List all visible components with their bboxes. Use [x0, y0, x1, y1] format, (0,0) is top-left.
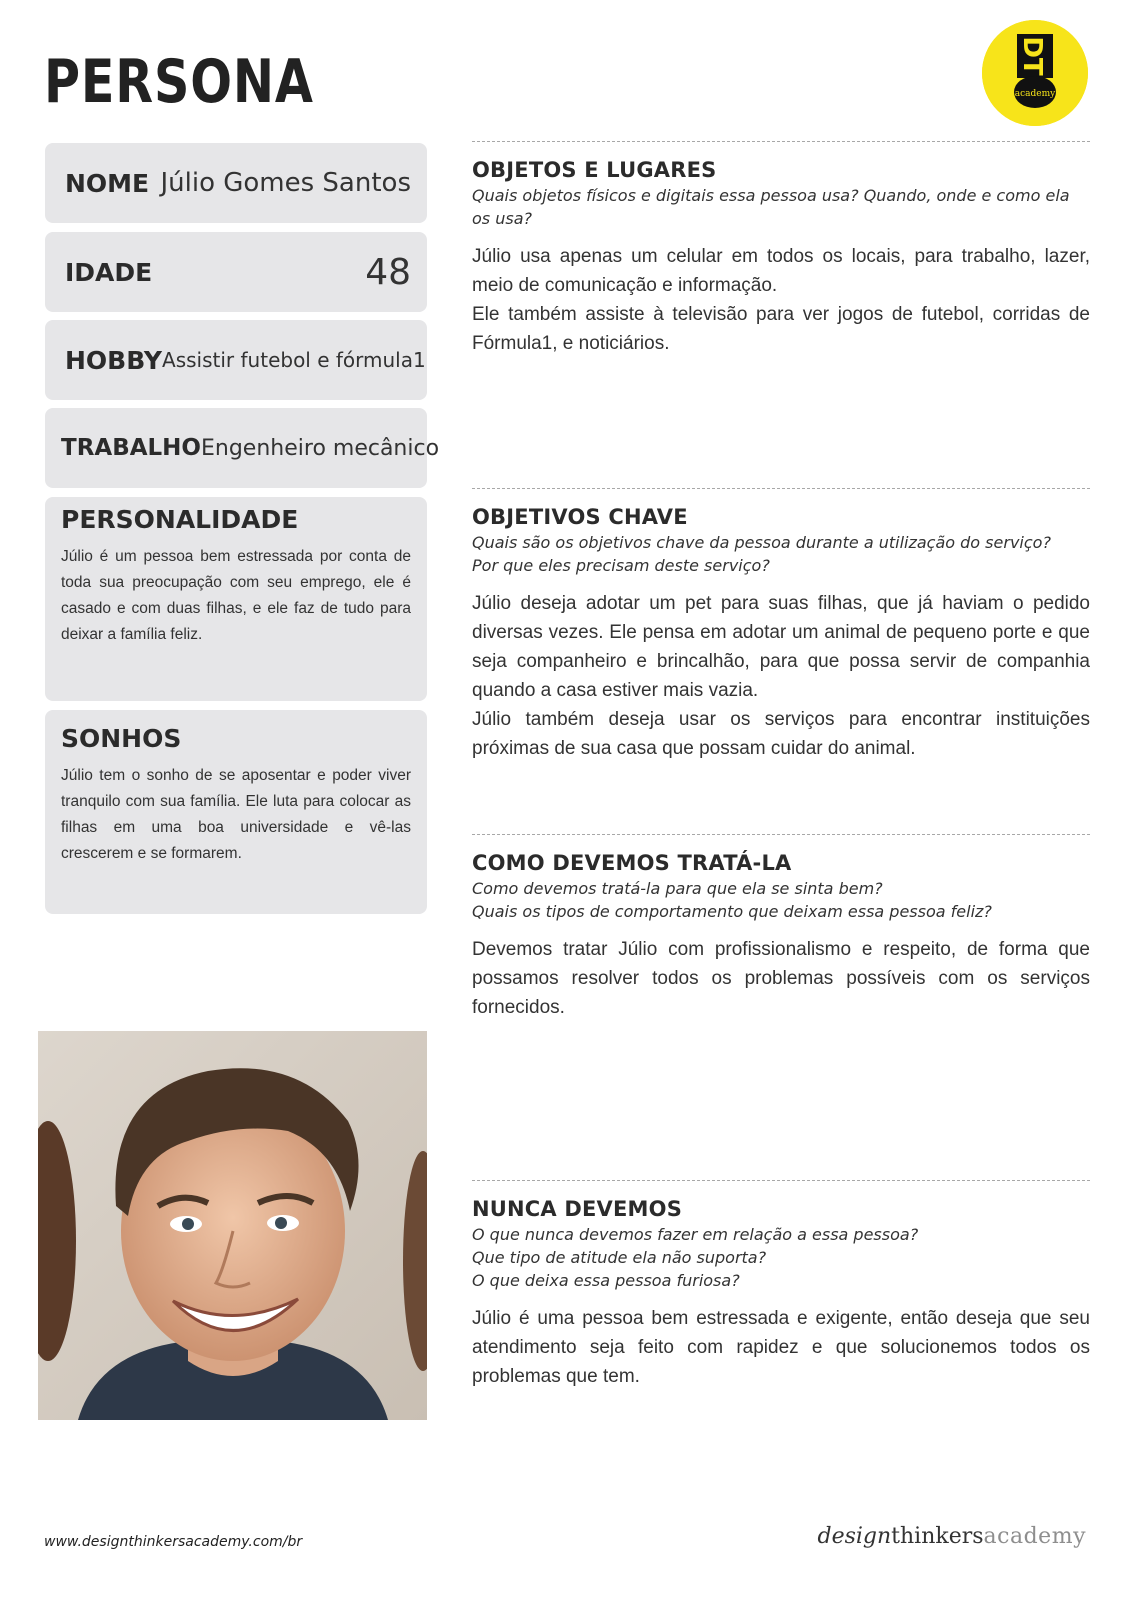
footer-url: www.designthinkersacademy.com/br: [44, 1534, 303, 1550]
field-trabalho: [45, 408, 440, 488]
nunca-subtitle-1: O que nunca devemos fazer em relação a essa pessoa? Que tipo de atitude ela não suporta?: [472, 1225, 919, 1267]
objetivos-heading: OBJETIVOS CHAVE: [472, 505, 688, 529]
personalidade-heading: PERSONALIDADE: [61, 505, 299, 534]
persona-photo: [38, 1031, 427, 1420]
sonhos-heading: SONHOS: [61, 724, 182, 753]
sonhos-box: [45, 710, 427, 914]
objetos-body-2: Ele também assiste à televisão para ver jogos de futebol, corridas de Fórmula1, e noticiários.: [472, 304, 1090, 354]
page-title: PERSONA: [44, 47, 314, 117]
sonhos-text: Júlio tem o sonho de se aposentar e poder viver tranquilo com sua família. Ele luta para colocar as filhas em uma boa universidade e vê-las crescerem e se formarem.: [61, 767, 411, 862]
field-nome: [45, 143, 427, 223]
objetivos-subtitle-1: Quais são os objetivos chave da pessoa durante a utilização do serviço?: [472, 533, 1051, 552]
dt-academy-logo-mark: [982, 20, 1088, 126]
nunca-heading: NUNCA DEVEMOS: [472, 1197, 683, 1221]
section-nunca-devemos: [472, 1180, 1090, 1391]
trabalho-label: TRABALHO: [61, 435, 201, 461]
nunca-body: Júlio é uma pessoa bem estressada e exigente, então deseja que seu atendimento seja feito com rapidez e que solucionemos todos os problemas que tem.: [472, 1308, 1090, 1387]
brand-academy: academy: [983, 1524, 1086, 1549]
objetivos-body-2: Júlio também deseja usar os serviços para encontrar instituições próximas de sua casa que possam cuidar do animal.: [472, 709, 1090, 759]
trabalho-value: Engenheiro mecânico: [201, 435, 440, 461]
persona-portrait: [38, 1031, 427, 1420]
section-como-tratar: [472, 834, 1090, 1022]
nome-label: NOME: [65, 168, 150, 198]
section-objetos-lugares: [472, 141, 1090, 358]
tratar-subtitle-1: Como devemos tratá-la para que ela se sinta bem?: [472, 879, 883, 898]
personalidade-box: [45, 497, 427, 701]
nome-value: Júlio Gomes Santos: [160, 168, 411, 198]
objetos-heading: OBJETOS E LUGARES: [472, 158, 717, 182]
hobby-label: HOBBY: [65, 345, 163, 375]
brand-thinkers: thinkers: [891, 1524, 984, 1549]
footer-brand-logo: [817, 1524, 1086, 1549]
logo-academy-text: academy: [1014, 89, 1056, 99]
objetivos-subtitle-2: Por que eles precisam deste serviço?: [472, 556, 770, 575]
field-hobby: [45, 320, 427, 400]
dt-academy-logo: [982, 20, 1088, 126]
logo-dt-text: DT: [1017, 36, 1047, 76]
tratar-body: Devemos tratar Júlio com profissionalismo e respeito, de forma que possamos resolver todos os problemas possíveis com os serviços fornecidos.: [472, 939, 1090, 1018]
nunca-subtitle-2: O que deixa essa pessoa furiosa?: [472, 1271, 740, 1290]
objetos-subtitle: Quais objetos físicos e digitais essa pessoa usa? Quando, onde e como ela os usa?: [472, 186, 1070, 228]
tratar-subtitle-2: Quais os tipos de comportamento que deixam essa pessoa feliz?: [472, 902, 992, 921]
objetivos-body-1: Júlio deseja adotar um pet para suas filhas, que já haviam o pedido diversas vezes. Ele pensa em adotar um animal de pequeno porte e que seja companheiro e brincalhão, para que possa servir de companhia quando a casa estiver mais vazia.: [472, 593, 1090, 701]
idade-label: IDADE: [65, 257, 153, 287]
tratar-heading: COMO DEVEMOS TRATÁ-LA: [472, 851, 792, 875]
section-objetivos-chave: [472, 488, 1090, 763]
field-idade: [45, 232, 427, 312]
brand-design: design: [817, 1524, 892, 1549]
hobby-value: Assistir futebol e fórmula1: [162, 348, 426, 372]
objetos-body-1: Júlio usa apenas um celular em todos os locais, para trabalho, lazer, meio de comunicação e informação.: [472, 246, 1090, 296]
idade-value: 48: [365, 251, 411, 293]
personalidade-text: Júlio é um pessoa bem estressada por conta de toda sua preocupação com seu emprego, ele é casado e com duas filhas, e ele faz de tudo para deixar a família feliz.: [61, 548, 411, 643]
